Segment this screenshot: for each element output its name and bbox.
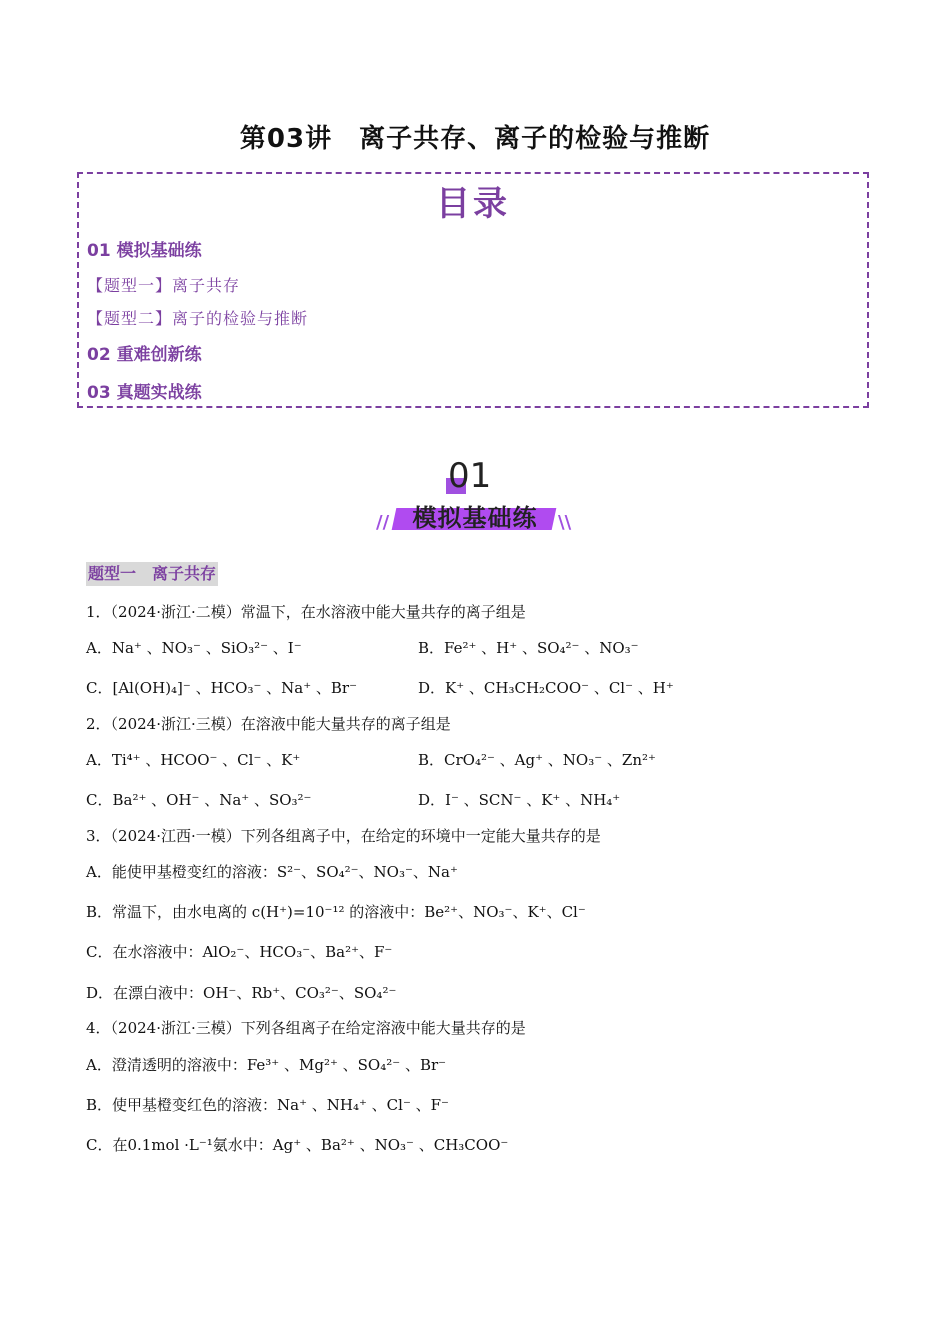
question-4-option-c[interactable]: C．在0.1mol ·L⁻¹氨水中：Ag⁺ 、Ba²⁺ 、NO₃⁻ 、CH₃COO⁻: [86, 1136, 509, 1154]
question-4-option-b[interactable]: B．使甲基橙变红色的溶液：Na⁺ 、NH₄⁺ 、Cl⁻ 、F⁻: [86, 1096, 449, 1114]
question-3-option-c[interactable]: C．在水溶液中：AlO₂⁻、HCO₃⁻、Ba²⁺、F⁻: [86, 943, 393, 961]
banner-right-mark: \\: [558, 512, 572, 533]
question-2-option-b[interactable]: B．CrO₄²⁻ 、Ag⁺ 、NO₃⁻ 、Zn²⁺: [418, 751, 656, 769]
question-2-option-d[interactable]: D．I⁻ 、SCN⁻ 、K⁺ 、NH₄⁺: [418, 791, 621, 809]
toc-item-section-03[interactable]: 03 真题实战练: [87, 383, 202, 403]
table-of-contents: [77, 172, 869, 408]
toc-heading: 目录: [436, 184, 510, 224]
question-2-option-c[interactable]: C．Ba²⁺ 、OH⁻ 、Na⁺ 、SO₃²⁻: [86, 791, 312, 809]
topic-badge: 题型一 离子共存: [86, 562, 218, 586]
question-2-stem: 2．（2024·浙江·三模）在溶液中能大量共存的离子组是: [86, 715, 451, 733]
document-title: 第03讲 离子共存、离子的检验与推断: [239, 124, 711, 154]
question-2-option-a[interactable]: A．Ti⁴⁺ 、HCOO⁻ 、Cl⁻ 、K⁺: [86, 751, 301, 769]
toc-item-topic-2[interactable]: 【题型二】离子的检验与推断: [87, 309, 309, 328]
question-4-stem: 4．（2024·浙江·三模）下列各组离子在给定溶液中能大量共存的是: [86, 1019, 526, 1037]
question-1-stem: 1．（2024·浙江·二模）常温下，在水溶液中能大量共存的离子组是: [86, 603, 526, 621]
question-1-option-a[interactable]: A．Na⁺ 、NO₃⁻ 、SiO₃²⁻ 、I⁻: [86, 639, 302, 657]
banner-label: 模拟基础练: [412, 504, 538, 532]
question-1-option-c[interactable]: C．[Al(OH)₄]⁻ 、HCO₃⁻ 、Na⁺ 、Br⁻: [86, 679, 358, 697]
question-3-stem: 3．（2024·江西·一模）下列各组离子中，在给定的环境中一定能大量共存的是: [86, 827, 601, 845]
question-1-option-d[interactable]: D．K⁺ 、CH₃CH₂COO⁻ 、Cl⁻ 、H⁺: [418, 679, 674, 697]
question-1-option-b[interactable]: B．Fe²⁺ 、H⁺ 、SO₄²⁻ 、NO₃⁻: [418, 639, 639, 657]
banner-number: 01: [448, 456, 492, 496]
toc-item-topic-1[interactable]: 【题型一】离子共存: [87, 276, 241, 295]
question-3-option-a[interactable]: A．能使甲基橙变红的溶液：S²⁻、SO₄²⁻、NO₃⁻、Na⁺: [86, 863, 458, 881]
question-3-option-d[interactable]: D．在漂白液中：OH⁻、Rb⁺、CO₃²⁻、SO₄²⁻: [86, 984, 397, 1002]
question-3-option-b[interactable]: B．常温下，由水电离的 c(H⁺)=10⁻¹² 的溶液中：Be²⁺、NO₃⁻、K⁺、Cl⁻: [86, 903, 586, 921]
toc-item-section-01[interactable]: 01 模拟基础练: [87, 241, 202, 261]
banner-left-mark: //: [376, 512, 390, 533]
question-4-option-a[interactable]: A．澄清透明的溶液中：Fe³⁺ 、Mg²⁺ 、SO₄²⁻ 、Br⁻: [86, 1056, 447, 1074]
toc-item-section-02[interactable]: 02 重难创新练: [87, 345, 202, 365]
section-banner: [370, 456, 580, 536]
